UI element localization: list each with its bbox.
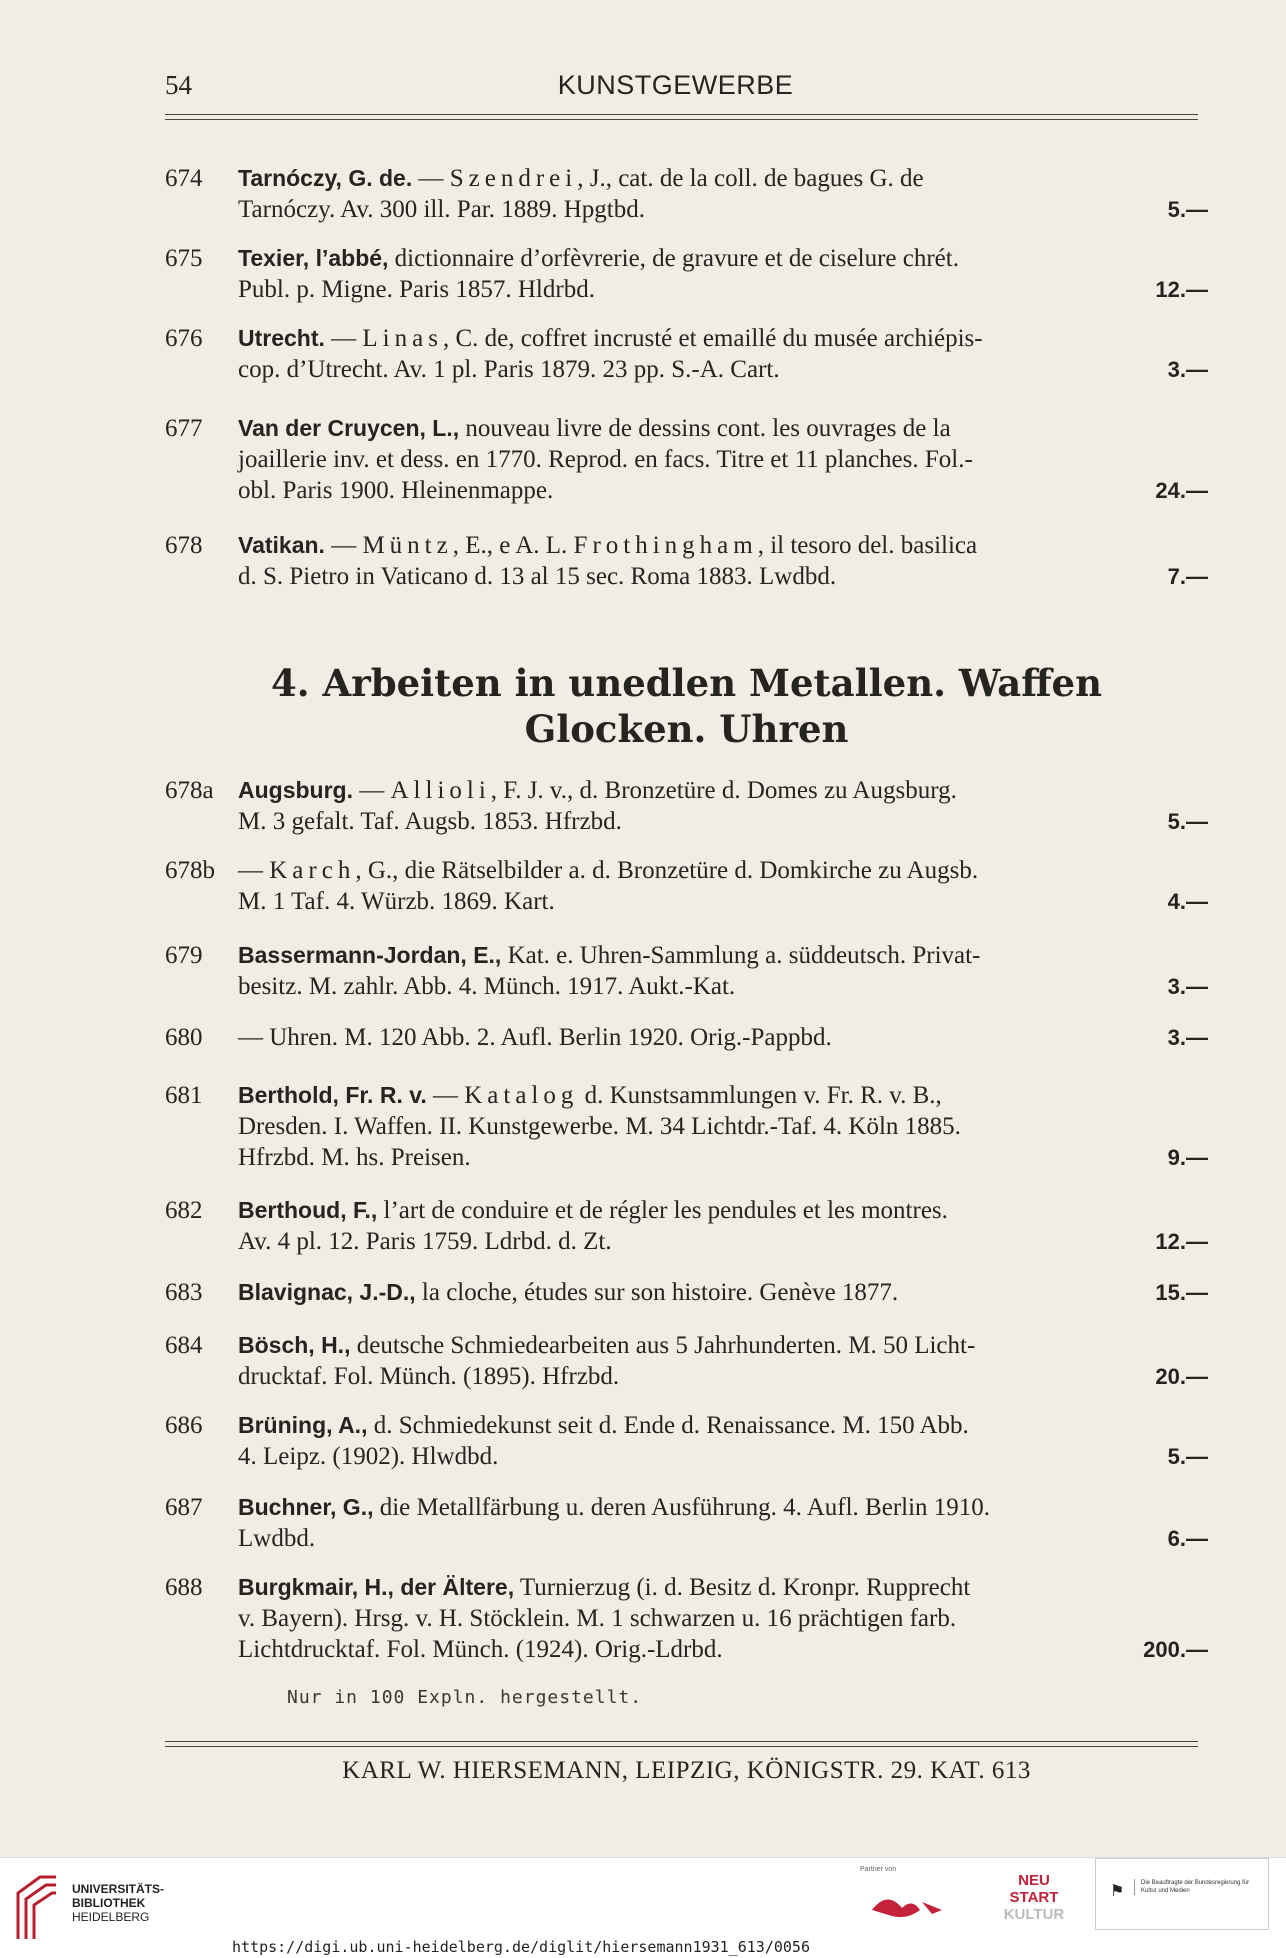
catalog-entry [165, 1572, 1208, 1665]
entry-fragment: dictionnaire d’orfèvrerie, de gravure et de ciselure chrét. [388, 245, 959, 272]
entry-author: Burgkmair, H., der Ältere, [238, 1574, 515, 1600]
entry-text [238, 855, 1208, 917]
entry-fragment: Kat. e. Uhren-Sammlung a. süddeutsch. Privat- [501, 942, 981, 969]
entry-fragment: — [324, 532, 363, 559]
entry-number: 678 [165, 532, 203, 559]
entry-spaced-name: Szendrei [449, 165, 578, 192]
entry-line [238, 1277, 1208, 1308]
entry-price: 3.— [1167, 1025, 1208, 1050]
entry-price: 5.— [1167, 1444, 1208, 1469]
entry-line [238, 354, 1208, 385]
entry-line [238, 940, 1208, 971]
entry-line [238, 1410, 1208, 1441]
entry-fragment: deutsche Schmiedearbeiten aus 5 Jahrhunderten. M. 50 Licht- [350, 1332, 976, 1359]
entry-author: Blavignac, J.-D., [238, 1279, 416, 1305]
entry-line [238, 855, 1208, 886]
entry-fragment: , J., cat. de la coll. de bagues G. de [577, 165, 924, 192]
entry-author: Texier, l’abbé, [238, 245, 389, 271]
entry-text [238, 1277, 1208, 1308]
entry-number: 680 [165, 1024, 203, 1051]
entry-fragment: Hfrzbd. M. hs. Preisen. [238, 1144, 471, 1171]
entry-fragment: , il tesoro del. basilica [757, 532, 978, 559]
catalog-entry [165, 163, 1208, 225]
catalog-entry [165, 940, 1208, 1002]
entry-line [238, 413, 1208, 444]
entry-fragment: Dresden. I. Waffen. II. Kunstgewerbe. M. 34 Lichtdr.-Taf. 4. Köln 1885. [238, 1113, 961, 1140]
entry-fragment: — [353, 777, 391, 804]
entry-text [238, 243, 1208, 305]
entry-price: 12.— [1155, 1229, 1208, 1254]
header-rule [165, 114, 1198, 120]
entry-line [238, 243, 1208, 274]
entry-price: 5.— [1167, 197, 1208, 222]
entry-number: 679 [165, 942, 203, 969]
entry-number: 682 [165, 1197, 203, 1224]
entry-author: Bösch, H., [238, 1332, 351, 1358]
entry-text [238, 940, 1208, 1002]
entry-price: 20.— [1155, 1364, 1208, 1389]
entry-fragment: cop. d’Utrecht. Av. 1 pl. Paris 1879. 23 pp. S.-A. Cart. [238, 356, 780, 383]
entry-line [238, 971, 1208, 1002]
entry-fragment: Turnierzug (i. d. Besitz d. Kronpr. Rupprecht [514, 1574, 971, 1601]
entry-author: Vatikan. [238, 532, 325, 558]
entry-price: 6.— [1167, 1526, 1208, 1551]
entry-author: Augsburg. [238, 777, 353, 803]
entry-line [238, 1142, 1208, 1173]
entry-line [238, 886, 1208, 917]
entry-fragment: — [426, 1082, 465, 1109]
catalog-entry [165, 1277, 1208, 1308]
entry-line [238, 1080, 1208, 1111]
entry-text [238, 1492, 1208, 1554]
catalog-entry [165, 323, 1208, 385]
entry-author: Buchner, G., [238, 1494, 374, 1520]
entry-line [238, 806, 1208, 837]
entry-text [238, 163, 1208, 225]
section-heading-line-2: Glocken. Uhren [524, 707, 849, 751]
entry-line [238, 274, 1208, 305]
entry-line [238, 561, 1208, 592]
entry-price: 12.— [1155, 277, 1208, 302]
entry-fragment: drucktaf. Fol. Münch. (1895). Hfrzbd. [238, 1363, 620, 1390]
entry-line [238, 1492, 1208, 1523]
entry-number: 677 [165, 415, 203, 442]
bird-logo-icon [862, 1880, 962, 1930]
entry-author: Berthoud, F., [238, 1197, 378, 1223]
entry-fragment: nouveau livre de dessins cont. les ouvrages de la [459, 415, 951, 442]
entry-spaced-name: Karch [269, 857, 356, 884]
entry-price: 5.— [1167, 809, 1208, 834]
entry-spaced-name: Frothingham [573, 532, 758, 559]
entry-price: 24.— [1155, 478, 1208, 503]
entry-text [238, 323, 1208, 385]
federal-government-logo: ⚑ Die Beauftragte der Bundesregierung für Kultur und Medien [1095, 1858, 1269, 1930]
entry-price: 15.— [1155, 1280, 1208, 1305]
entry-spaced-name: Müntz [362, 532, 453, 559]
entry-price: 3.— [1167, 974, 1208, 999]
entry-fragment: Av. 4 pl. 12. Paris 1759. Ldrbd. d. Zt. [238, 1228, 612, 1255]
entry-fragment: , G., die Rätselbilder a. d. Bronzetüre d. Domkirche zu Augsb. [355, 857, 979, 884]
entry-line [238, 1441, 1208, 1472]
entry-text [238, 413, 1208, 506]
entry-price: 9.— [1167, 1145, 1208, 1170]
entry-fragment: M. 3 gefalt. Taf. Augsb. 1853. Hfrzbd. [238, 808, 622, 835]
entry-fragment: — [238, 857, 270, 884]
entry-line [238, 1603, 1208, 1634]
footer-rule [165, 1741, 1198, 1747]
entry-fragment: , C. de, coffret incrusté et emaillé du musée archiépis- [442, 325, 983, 352]
catalog-entry [165, 1492, 1208, 1554]
entry-line [238, 1195, 1208, 1226]
entry-line [238, 775, 1208, 806]
entry-number: 675 [165, 245, 203, 272]
entry-spaced-name: Katalog [464, 1082, 579, 1109]
federal-eagle-icon: ⚑ [1110, 1883, 1125, 1900]
library-logo-icon [10, 1873, 62, 1945]
entry-fragment: l’art de conduire et de régler les pendules et les montres. [377, 1197, 948, 1224]
entry-number: 678b [165, 857, 215, 884]
entry-text [238, 1080, 1208, 1173]
running-title: KUNSTGEWERBE [557, 70, 794, 100]
entry-fragment: — Uhren. M. 120 Abb. 2. Aufl. Berlin 1920. Orig.-Pappbd. [238, 1024, 832, 1051]
library-name: UNIVERSITÄTS- BIBLIOTHEK HEIDELBERG [72, 1882, 165, 1924]
entry-number: 687 [165, 1494, 203, 1521]
entry-number: 684 [165, 1332, 203, 1359]
entry-line [238, 1523, 1208, 1554]
entry-fragment: Publ. p. Migne. Paris 1857. Hldrbd. [238, 276, 595, 303]
entry-line [238, 1330, 1208, 1361]
entry-fragment: v. Bayern). Hrsg. v. H. Stöcklein. M. 1 schwarzen u. 16 prächtigen farb. [238, 1605, 957, 1632]
entry-spaced-name: Allioli [390, 777, 491, 804]
edition-note: Nur in 100 Expln. hergestellt. [287, 1687, 643, 1708]
entry-fragment: la cloche, études sur son histoire. Genève 1877. [415, 1279, 899, 1306]
entry-author: Bassermann-Jordan, E., [238, 942, 502, 968]
entry-author: Van der Cruycen, L., [238, 415, 460, 441]
entry-line [238, 530, 1208, 561]
catalog-entry [165, 1330, 1208, 1392]
entry-number: 681 [165, 1082, 203, 1109]
entry-price: 200.— [1143, 1637, 1208, 1662]
entry-fragment: obl. Paris 1900. Hleinenmappe. [238, 477, 554, 504]
entry-number: 688 [165, 1574, 203, 1601]
page-header [165, 70, 1186, 106]
entry-text [238, 1572, 1208, 1665]
entry-text [238, 1410, 1208, 1472]
entry-author: Utrecht. [238, 325, 325, 351]
entry-number: 683 [165, 1279, 203, 1306]
entry-line [238, 1361, 1208, 1392]
entry-line [238, 1634, 1208, 1665]
entry-fragment: Lwdbd. [238, 1525, 316, 1552]
page-number: 54 [165, 70, 192, 100]
entry-fragment: — [324, 325, 363, 352]
catalog-entry [165, 1195, 1208, 1257]
entry-fragment: d. Schmiedekunst seit d. Ende d. Renaissance. M. 150 Abb. [367, 1412, 969, 1439]
entry-fragment: d. S. Pietro in Vaticano d. 13 al 15 sec. Roma 1883. Lwdbd. [238, 563, 837, 590]
entry-price: 7.— [1167, 564, 1208, 589]
entry-fragment: , F. J. v., d. Bronzetüre d. Domes zu Augsburg. [490, 777, 957, 804]
entry-author: Berthold, Fr. R. v. [238, 1082, 427, 1108]
entry-line [238, 194, 1208, 225]
entry-line [238, 163, 1208, 194]
catalog-entry [165, 1410, 1208, 1472]
entry-text [238, 775, 1208, 837]
entry-text [238, 530, 1208, 592]
entry-spaced-name: Linas [362, 325, 443, 352]
entry-line [238, 1572, 1208, 1603]
catalog-entry [165, 855, 1208, 917]
catalog-entry [165, 1080, 1208, 1173]
catalog-entry [165, 775, 1208, 837]
entry-number: 676 [165, 325, 203, 352]
catalog-entry [165, 530, 1208, 592]
entry-line [238, 323, 1208, 354]
section-heading [165, 660, 1208, 752]
entry-fragment: die Metallfärbung u. deren Ausführung. 4. Aufl. Berlin 1910. [373, 1494, 991, 1521]
entry-text [238, 1022, 1208, 1053]
entry-fragment: Tarnóczy. Av. 300 ill. Par. 1889. Hpgtbd. [238, 196, 645, 223]
entry-line [238, 1226, 1208, 1257]
entry-text [238, 1330, 1208, 1392]
entry-fragment: besitz. M. zahlr. Abb. 4. Münch. 1917. Aukt.-Kat. [238, 973, 736, 1000]
entry-line [238, 475, 1208, 506]
partner-label: Partner von [860, 1866, 897, 1873]
entry-number: 674 [165, 165, 203, 192]
section-heading-line-1: 4. Arbeiten in unedlen Metallen. Waffen [270, 661, 1103, 705]
entry-author: Tarnóczy, G. de. [238, 165, 413, 191]
digitization-banner [0, 1857, 1286, 1958]
catalog-entry [165, 413, 1208, 506]
entry-fragment: Lichtdrucktaf. Fol. Münch. (1924). Orig.-Ldrbd. [238, 1636, 723, 1663]
entry-number: 686 [165, 1412, 203, 1439]
entry-fragment: , E., e A. L. [452, 532, 574, 559]
permalink-url[interactable]: https://digi.ub.uni-heidelberg.de/diglit/hiersemann1931_613/0056 [232, 1938, 810, 1956]
catalog-entry [165, 243, 1208, 305]
entry-price: 4.— [1167, 889, 1208, 914]
catalog-entry [165, 1022, 1208, 1053]
publisher-footer: KARL W. HIERSEMANN, LEIPZIG, KÖNIGSTR. 29. KAT. 613 [342, 1757, 1031, 1784]
entry-line [238, 1111, 1208, 1142]
neustart-kultur-logo: NEU START KULTUR [1003, 1872, 1065, 1923]
entry-author: Brüning, A., [238, 1412, 368, 1438]
entry-fragment: joaillerie inv. et dess. en 1770. Reprod. en facs. Titre et 11 planches. Fol.- [238, 446, 973, 473]
entry-fragment: — [412, 165, 450, 192]
entry-fragment: 4. Leipz. (1902). Hlwdbd. [238, 1443, 499, 1470]
entry-price: 3.— [1167, 357, 1208, 382]
entry-text [238, 1195, 1208, 1257]
entry-line [238, 1022, 1208, 1053]
entry-line [238, 444, 1208, 475]
entry-number: 678a [165, 777, 214, 804]
entry-fragment: M. 1 Taf. 4. Würzb. 1869. Kart. [238, 888, 555, 915]
entry-fragment: d. Kunstsammlungen v. Fr. R. v. B., [578, 1082, 942, 1109]
